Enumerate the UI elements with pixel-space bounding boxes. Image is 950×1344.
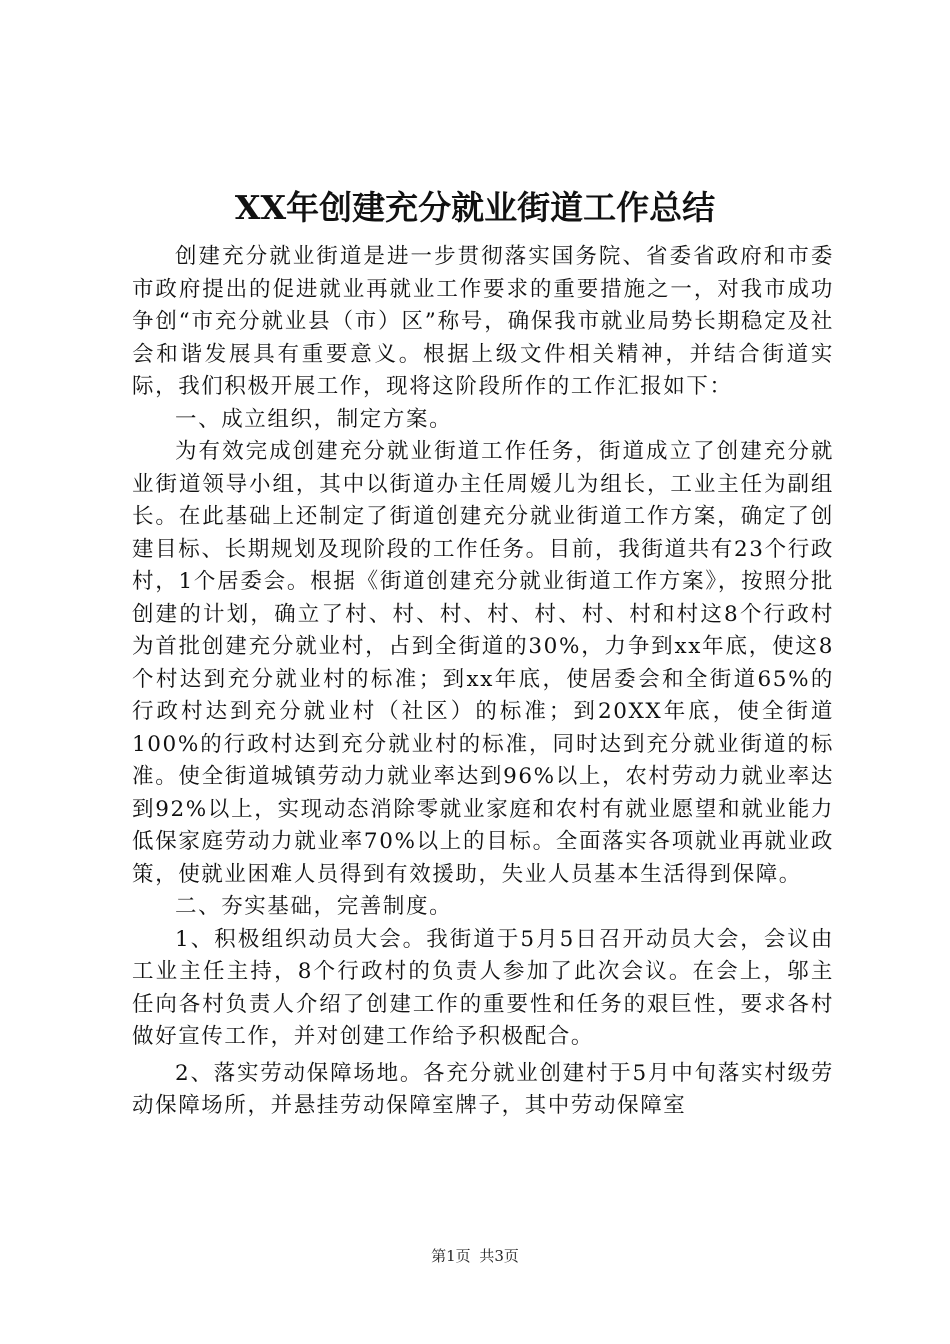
- section-heading-2: 二、夯实基础，完善制度。: [175, 894, 453, 919]
- page-footer: [0, 1246, 950, 1266]
- section-1-paragraph: 为有效完成创建充分就业街道工作任务，街道成立了创建充分就业街道领导小组，其中以街道办主任周嫒儿为组长，工业主任为副组长。在此基础上还制定了街道创建充分就业街道工作方案，确定了创建目标、长期规划及现阶段的工作任务。目前，我街道共有23个行政村，1个居委会。根据《街道创建充分就业街道工作方案》，按照分批创建的计划，确立了村、村、村、村、村、村、村和村这8个行政村为首批创建充分就业村，占到全街道的30%，力争到xx年底，使这8个村达到充分就业村的标准；到xx年底，使居委会和全街道65%的行政村达到充分就业村（社区）的标准；到20XX年底，使全街道100%的行政村达到充分就业村的标准，同时达到充分就业街道的标准。使全街道城镇劳动力就业率达到96%以上，农村劳动力就业率达到92%以上，实现动态消除零就业家庭和农村有就业愿望和就业能力低保家庭劳动力就业率70%以上的目标。全面落实各项就业再就业政策，使就业困难人员得到有效援助，失业人员基本生活得到保障。: [132, 439, 834, 887]
- page-number: 第1页: [431, 1247, 471, 1265]
- section-heading-1: 一、成立组织，制定方案。: [175, 406, 453, 432]
- intro-paragraph: 创建充分就业街道是进一步贯彻落实国务院、省委省政府和市委市政府提出的促进就业再就业工作要求的重要措施之一，对我市成功争创“市充分就业县（市）区”称号，确保我市就业局势长期稳定及社会和谐发展具有重要意义。根据上级文件相关精神，并结合街道实际，我们积极开展工作，现将这阶段所作的工作汇报如下：: [132, 244, 834, 399]
- item-1-paragraph: 1、积极组织动员大会。我街道于5月5日召开动员大会，会议由工业主任主持，8个行政村的负责人参加了此次会议。在会上，邬主任向各村负责人介绍了创建工作的重要性和任务的艰巨性，要求各村做好宣传工作，并对创建工作给予积极配合。: [132, 926, 834, 1049]
- document-title: XX年创建充分就业街道工作总结: [234, 188, 716, 227]
- page-total: 共3页: [479, 1247, 519, 1265]
- item-2-paragraph: 2、落实劳动保障场地。各充分就业创建村于5月中旬落实村级劳动保障场所，并悬挂劳动保障室牌子，其中劳动保障室: [132, 1060, 834, 1118]
- document-body: [132, 241, 834, 1123]
